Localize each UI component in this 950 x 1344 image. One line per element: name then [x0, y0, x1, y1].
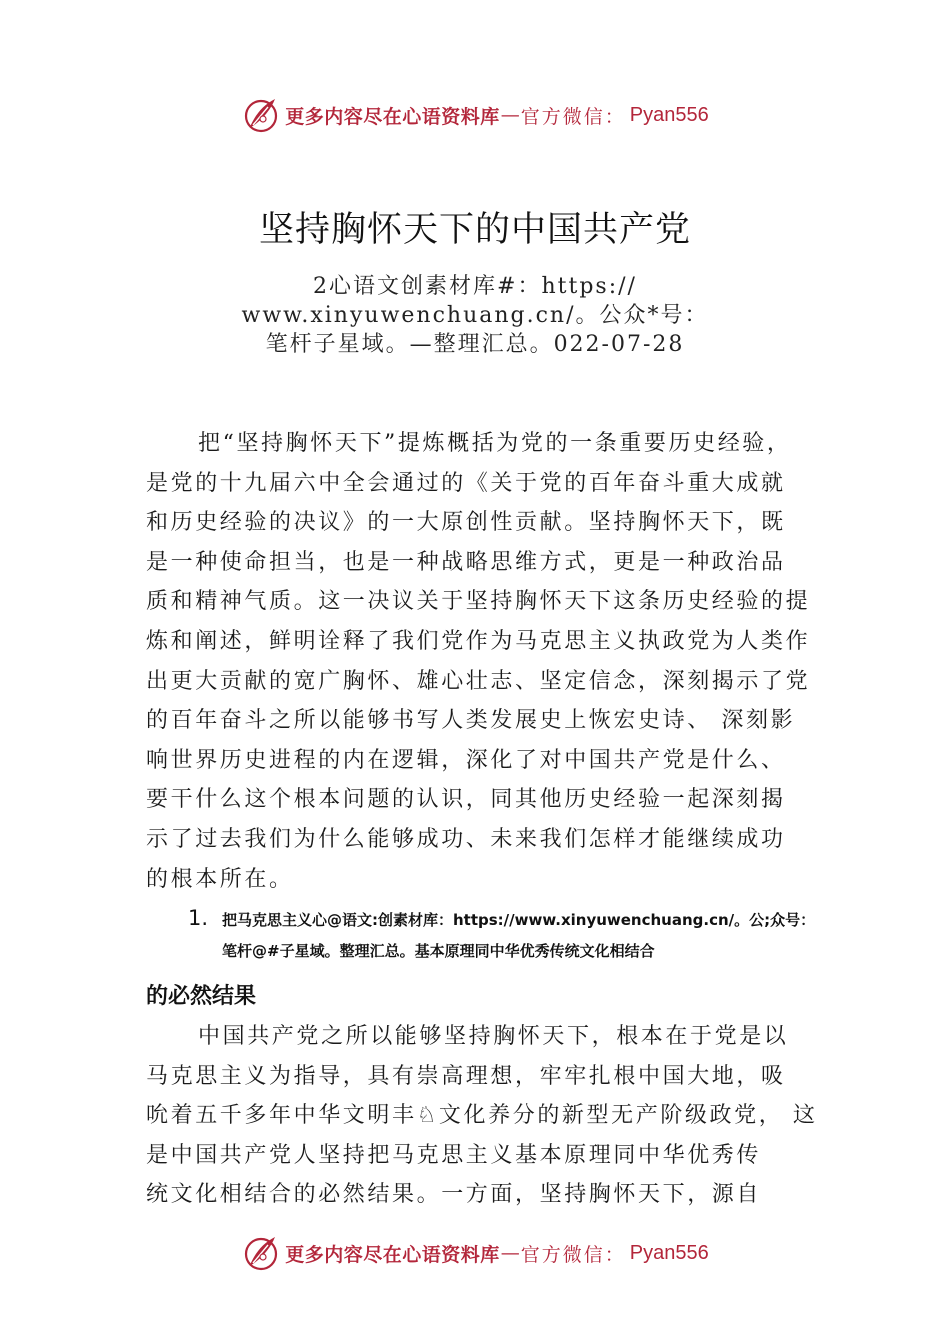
source-line: www.xinyuwenchuang.cn/。公众*号：	[241, 303, 709, 328]
paragraph-line: 是中国共产党人坚持把马克思主义基本原理同中华优秀传	[146, 1142, 762, 1168]
banner-colon: ：	[604, 1243, 624, 1266]
paragraph-line: 出更大贡献的宽广胸怀、雄心壮志、坚定信念，深刻揭示了党	[146, 668, 811, 694]
footer-banner	[0, 1231, 950, 1275]
paragraph-line: 要干什么这个根本问题的认识，同其他历史经验一起深刻揭	[146, 787, 786, 813]
paragraph-line: 和历史经验的决议》的一大原创性贡献。坚持胸怀天下，既	[146, 510, 786, 536]
banner-colon: ：	[604, 105, 624, 128]
quill-logo-icon	[241, 95, 281, 135]
banner-wechat-account: Pyan556	[629, 103, 709, 126]
section-heading-line: 把马克思主义心@语文:创素材库：https://www.xinyuwenchuang.cn/。公;众号：	[222, 911, 816, 929]
section-heading-line: 笔杆@#子星域。整理汇总。基本原理同中华优秀传统文化相结合	[222, 942, 655, 960]
source-block	[0, 272, 950, 359]
source-line: 笔杆子星域。—整理汇总。022-07-28	[265, 332, 685, 357]
paragraph-line: 是党的十九届六中全会通过的《关于党的百年奋斗重大成就	[146, 470, 786, 496]
section-number: 1.	[188, 906, 209, 930]
paragraph-line: 统文化相结合的必然结果。一方面，坚持胸怀天下，源自	[146, 1182, 762, 1208]
banner-wechat-label: 官方微信	[520, 105, 605, 128]
document-title: 坚持胸怀天下的中国共产党	[258, 210, 691, 250]
banner-slogan: 更多内容尽在心语资料库	[285, 1243, 500, 1266]
paragraph-line: 的根本所在。	[146, 866, 294, 892]
header-banner	[0, 93, 950, 137]
paragraph-line: 示了过去我们为什么能够成功、未来我们怎样才能继续成功	[146, 826, 786, 852]
banner-dash: —	[500, 104, 520, 126]
paragraph-line: 响世界历史进程的内在逻辑，深化了对中国共产党是什么、	[146, 747, 786, 773]
banner-dash: —	[500, 1242, 520, 1264]
paragraph-line: 吮着五千多年中华文明丰♘文化养分的新型无产阶级政党， 这	[146, 1103, 818, 1129]
paragraph-line: 炼和阐述，鲜明诠释了我们党作为马克思主义执政党为人类作	[146, 628, 811, 654]
paragraph-line: 质和精神气质。这一决议关于坚持胸怀天下这条历史经验的提	[146, 589, 811, 615]
paragraph-line: 是一种使命担当，也是一种战略思维方式，更是一种政治品	[146, 549, 786, 575]
section-heading-1	[188, 905, 815, 967]
quill-logo-icon	[241, 1233, 281, 1273]
source-line: 2心语文创素材库#：https://	[313, 274, 637, 299]
paragraph-line: 的百年奋斗之所以能够书写人类发展史上恢宏史诗、 深刻影	[146, 708, 796, 734]
banner-slogan: 更多内容尽在心语资料库	[285, 105, 500, 128]
banner-wechat-label: 官方微信	[520, 1243, 605, 1266]
section-heading-tail: 的必然结果	[146, 984, 257, 1009]
paragraph-line: 马克思主义为指导，具有崇高理想，牢牢扎根中国大地，吸	[146, 1063, 786, 1089]
paragraph-line: 中国共产党之所以能够坚持胸怀天下，根本在于党是以	[198, 1024, 789, 1049]
body-paragraph-1	[146, 424, 836, 899]
body-paragraph-2	[146, 1017, 836, 1215]
paragraph-line: 把“坚持胸怀天下”提炼概括为党的一条重要历史经验，	[198, 431, 792, 456]
banner-wechat-account: Pyan556	[629, 1241, 709, 1264]
